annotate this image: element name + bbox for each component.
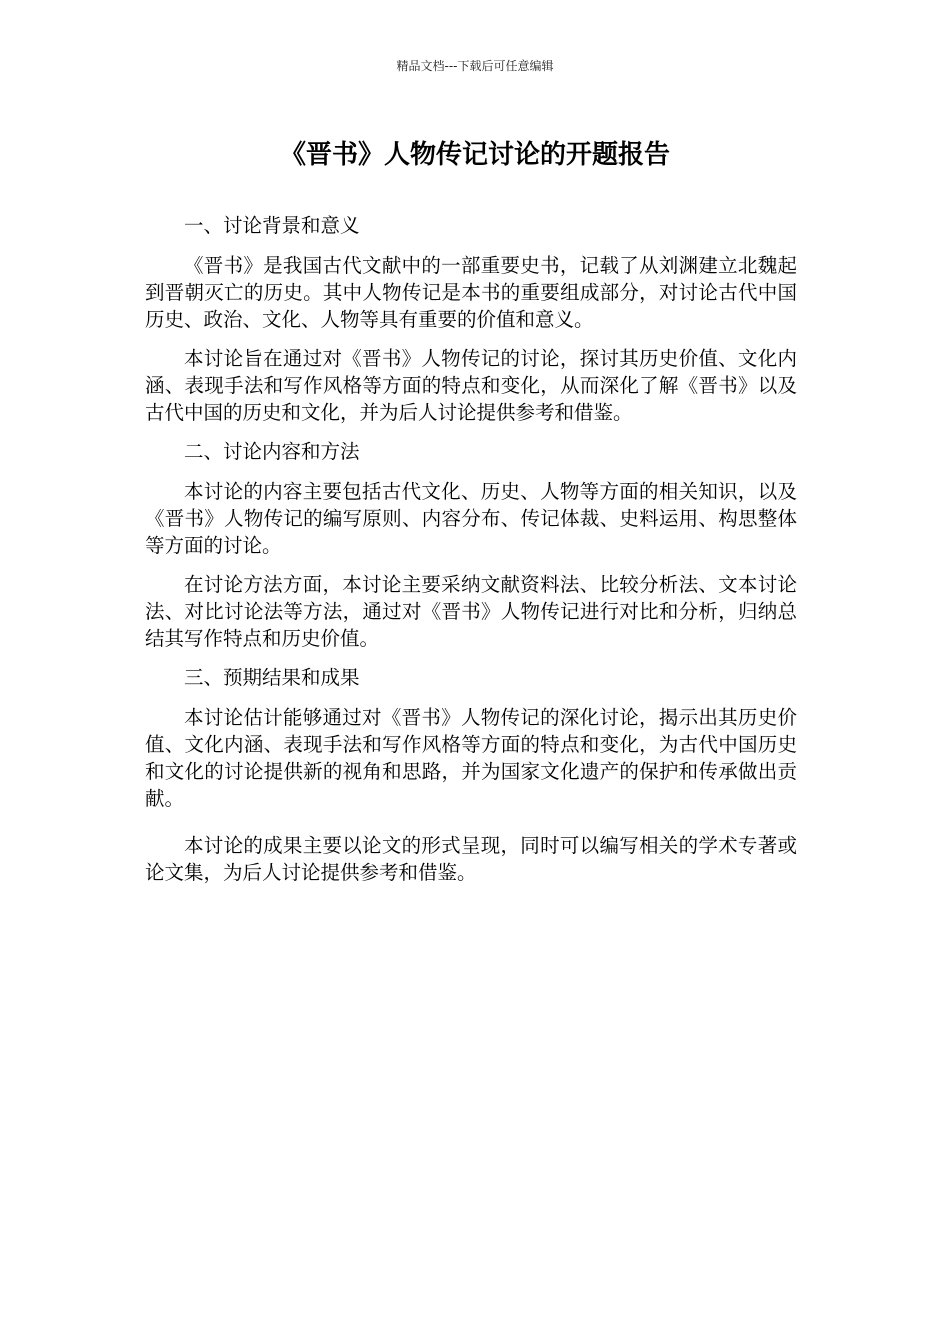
- paragraph: 本讨论的成果主要以论文的形式呈现，同时可以编写相关的学术专著或论文集，为后人讨论提供参考和借鉴。: [145, 834, 797, 884]
- section-heading-expected-results: 三、预期结果和成果: [184, 666, 360, 689]
- paragraph: 本讨论的内容主要包括古代文化、历史、人物等方面的相关知识，以及《晋书》人物传记的编写原则、内容分布、传记体裁、史料运用、构思整体等方面的讨论。: [145, 480, 797, 557]
- header-note: 精品文档---下载后可任意编辑: [396, 59, 554, 73]
- paragraph: 在讨论方法方面，本讨论主要采纳文献资料法、比较分析法、文本讨论法、对比讨论法等方法，通过对《晋书》人物传记进行对比和分析，归纳总结其写作特点和历史价值。: [145, 573, 797, 650]
- paragraph: 《晋书》是我国古代文献中的一部重要史书，记载了从刘渊建立北魏起到晋朝灭亡的历史。其中人物传记是本书的重要组成部分，对讨论古代中国历史、政治、文化、人物等具有重要的价值和意义。: [145, 254, 797, 331]
- section-heading-content-method: 二、讨论内容和方法: [184, 440, 360, 463]
- section-heading-background: 一、讨论背景和意义: [184, 214, 360, 237]
- document-body: [145, 212, 797, 898]
- paragraph: 本讨论旨在通过对《晋书》人物传记的讨论，探讨其历史价值、文化内涵、表现手法和写作风格等方面的特点和变化，从而深化了解《晋书》以及古代中国的历史和文化，并为后人讨论提供参考和借鉴。: [145, 347, 797, 424]
- document-title: 《晋书》人物传记讨论的开题报告: [279, 140, 670, 170]
- paragraph: 本讨论估计能够通过对《晋书》人物传记的深化讨论，揭示出其历史价值、文化内涵、表现手法和写作风格等方面的特点和变化，为古代中国历史和文化的讨论提供新的视角和思路，并为国家文化遗产的保护和传承做出贡献。: [145, 706, 797, 810]
